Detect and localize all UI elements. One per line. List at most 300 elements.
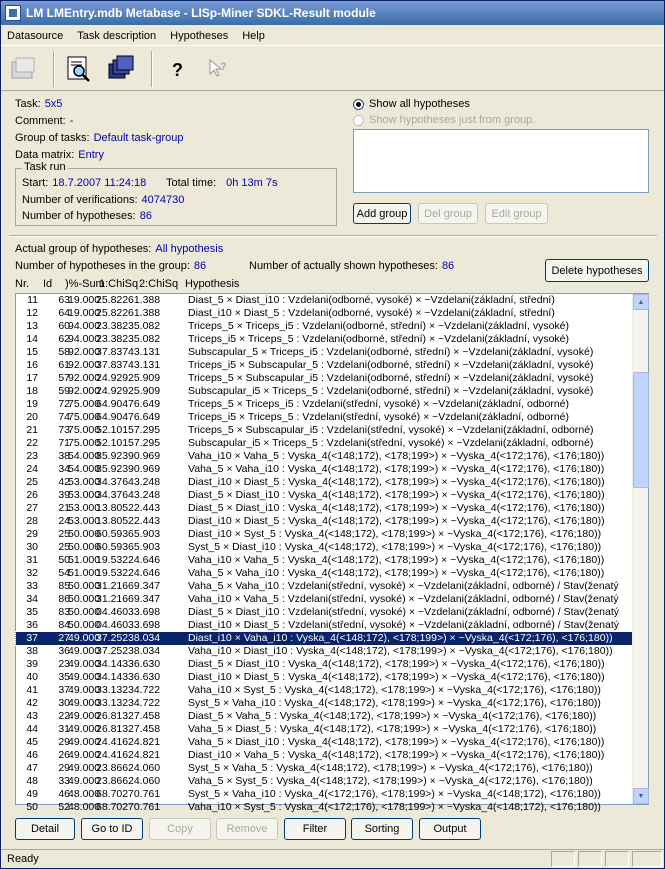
add-group-button[interactable]: Add group <box>353 203 411 224</box>
row-nr: 27 <box>26 502 38 514</box>
row-chisq1: 04.460 <box>96 606 129 618</box>
row-sum: 75.000 <box>68 398 101 410</box>
row-nr: 22 <box>26 437 38 449</box>
show-group-radio <box>353 115 364 126</box>
row-sum: 48.000 <box>68 801 101 813</box>
row-id: 86 <box>58 593 70 605</box>
row-chisq1: 24.416 <box>96 736 129 748</box>
menu-datasource[interactable]: Datasource <box>7 29 64 42</box>
row-nr: 11 <box>27 294 38 306</box>
table-row[interactable] <box>16 619 634 632</box>
row-nr: 24 <box>26 463 38 475</box>
row-id: 30 <box>58 697 70 709</box>
table-row[interactable] <box>16 580 634 593</box>
toolbar-separator <box>53 51 55 87</box>
row-sum: 19.000 <box>68 294 101 306</box>
table-row[interactable] <box>16 476 634 489</box>
row-hypothesis: Diast_i10 × Diast_5 : Vyska_4(<148;172), <178;199>) × ~Vyska_4(<172;176), <176;180)) <box>188 476 605 488</box>
row-chisq2: 35.082 <box>128 320 161 332</box>
row-chisq1: 60.593 <box>96 541 129 553</box>
table-row[interactable] <box>16 528 634 541</box>
row-chisq2: 70.761 <box>128 801 161 813</box>
show-group-option <box>353 114 535 126</box>
row-hypothesis: Vaha_i10 × Vaha_5 : Vzdelani(střední, vysoké) × ~Vzdelani(základní, odborné) / Stav(ženatý <box>188 593 619 605</box>
table-row[interactable] <box>16 515 634 528</box>
row-chisq2: 24.646 <box>128 554 161 566</box>
app-icon <box>5 5 21 21</box>
row-nr: 17 <box>26 372 38 384</box>
col-sum[interactable]: )%-Sum <box>65 278 105 290</box>
row-id: 33 <box>58 775 70 787</box>
row-id: 61 <box>58 359 70 371</box>
row-hypothesis: Vaha_5 × Vaha_i10 : Vyska_4(<148;172), <178;199>) × ~Vyska_4(<172;176), <176;180)) <box>188 567 605 579</box>
row-chisq2: 90.969 <box>128 463 161 475</box>
row-chisq1: 68.702 <box>96 801 129 813</box>
row-chisq2: 25.909 <box>128 372 161 384</box>
row-id: 71 <box>58 437 70 449</box>
row-id: 74 <box>58 411 70 423</box>
row-chisq2: 43.131 <box>128 346 161 358</box>
shown-label: Number of actually shown hypotheses: <box>249 260 438 272</box>
row-nr: 20 <box>26 411 38 423</box>
divider <box>9 235 657 237</box>
status-pane <box>551 851 575 867</box>
toolbar <box>1 47 664 91</box>
pages-button[interactable] <box>103 51 139 87</box>
task-value: 5x5 <box>44 98 63 110</box>
show-all-option[interactable] <box>353 98 470 110</box>
row-hypothesis: Diast_i10 × Syst_5 : Vyska_4(<148;172), <178;199>) × ~Vyska_4(<172;176), <176;180)) <box>188 528 602 540</box>
row-chisq1: 24.416 <box>96 749 129 761</box>
comment-value: - <box>69 115 74 127</box>
row-sum: 53.000 <box>68 476 101 488</box>
row-chisq2: 35.082 <box>128 333 161 345</box>
row-chisq2: 69.347 <box>128 580 161 592</box>
row-id: 25 <box>58 541 70 553</box>
table-row[interactable] <box>16 333 634 346</box>
preview-button[interactable] <box>61 51 97 87</box>
row-hypothesis: Vaha_5 × Vaha_i10 : Vyska_4(<148;172), <178;199>) × ~Vyska_4(<172;176), <176;180)) <box>188 463 605 475</box>
row-sum: 92.000 <box>68 385 101 397</box>
table-row[interactable] <box>16 658 634 671</box>
table-row[interactable] <box>16 762 634 775</box>
total-time-label: Total time: <box>166 177 217 189</box>
row-hypothesis: Diast_5 × Diast_i10 : Vzdelani(střední, vysoké) × ~Vzdelani(základní, odborné) / Stav(ženatý <box>188 606 620 618</box>
row-nr: 50 <box>26 801 38 813</box>
row-sum: 54.000 <box>68 450 101 462</box>
show-group-label: Show hypotheses just from group. <box>369 114 536 126</box>
groups-list[interactable] <box>353 129 649 193</box>
row-chisq1: 23.866 <box>96 775 129 787</box>
svg-text:?: ? <box>220 60 227 73</box>
edit-group-button: Edit group <box>485 203 548 224</box>
table-row[interactable] <box>16 749 634 762</box>
window-title: LM LMEntry.mdb Metabase - LISp-Miner SDKL-Result module <box>26 6 376 20</box>
row-id: 22 <box>58 710 70 722</box>
row-sum: 49.000 <box>68 671 101 683</box>
table-row[interactable] <box>16 489 634 502</box>
menu-task-description[interactable]: Task description <box>77 29 157 42</box>
row-hypothesis: Triceps_5 × Subscapular_i5 : Vzdelani(odborné, střední) × ~Vzdelani(základní, vysoké) <box>188 372 594 384</box>
row-hypothesis: Triceps_5 × Triceps_i5 : Vzdelani(odborné, střední) × ~Vzdelani(základní, vysoké) <box>188 320 570 332</box>
table-row[interactable] <box>16 671 634 684</box>
table-row[interactable] <box>16 567 634 580</box>
row-hypothesis: Vaha_5 × Diast_i10 : Vyska_4(<148;172), <178;199>) × ~Vyska_4(<172;176), <176;180)) <box>188 736 605 748</box>
row-sum: 49.000 <box>68 775 101 787</box>
task-label: Task: <box>15 98 41 110</box>
row-hypothesis: Diast_i10 × Vaha_i10 : Vyska_4(<148;172), <178;199>) × ~Vyska_4(<172;176), <176;180)) <box>188 632 613 644</box>
row-sum: 50.000 <box>68 619 101 631</box>
table-row[interactable] <box>16 554 634 567</box>
row-id: 84 <box>58 619 70 631</box>
row-chisq2: 33.698 <box>128 619 161 631</box>
row-nr: 45 <box>26 736 38 748</box>
row-id: 21 <box>58 502 70 514</box>
filter-button[interactable]: Filter <box>284 818 346 840</box>
table-row[interactable] <box>16 385 634 398</box>
row-hypothesis: Vaha_i10 × Vaha_5 : Vyska_4(<148;172), <178;199>) × ~Vyska_4(<172;176), <176;180)) <box>188 450 605 462</box>
table-row[interactable] <box>16 424 634 437</box>
actual-group-value: All hypothesis <box>155 243 224 255</box>
context-help-button[interactable] <box>201 51 237 87</box>
row-sum: 49.000 <box>68 684 101 696</box>
table-row[interactable] <box>16 450 634 463</box>
in-group-value: 86 <box>193 260 207 272</box>
row-chisq1: 04.460 <box>96 619 129 631</box>
row-chisq1: 37.837 <box>96 359 129 371</box>
question-mark-icon <box>162 54 192 84</box>
row-chisq2: 43.248 <box>128 489 161 501</box>
row-chisq2: 24.060 <box>128 762 161 774</box>
row-hypothesis: Vaha_i10 × Syst_5 : Vyska_4(<172;176), <178;199>) × ~Vyska_4(<148;172), <176;180)) <box>188 801 601 813</box>
scroll-down-arrow[interactable]: ▼ <box>633 788 649 804</box>
row-chisq2: 65.903 <box>128 541 161 553</box>
output-button[interactable]: Output <box>419 818 481 840</box>
matrix-label: Data matrix: <box>15 149 75 161</box>
row-hypothesis: Diast_i10 × Vaha_5 : Vyska_4(<148;172), <178;199>) × ~Vyska_4(<172;176), <176;180)) <box>188 749 605 761</box>
row-chisq1: 25.822 <box>96 307 129 319</box>
row-sum: 75.000 <box>68 411 101 423</box>
row-chisq1: 33.132 <box>96 697 129 709</box>
row-nr: 16 <box>26 359 38 371</box>
row-nr: 13 <box>26 320 38 332</box>
table-row[interactable] <box>16 372 634 385</box>
row-hypothesis: Diast_5 × Diast_i10 : Vyska_4(<148;172), <178;199>) × ~Vyska_4(<172;176), <176;180)) <box>188 489 605 501</box>
row-chisq2: 36.630 <box>128 671 161 683</box>
row-chisq2: 24.821 <box>128 736 161 748</box>
status-pane <box>578 851 602 867</box>
row-nr: 21 <box>26 424 38 436</box>
row-nr: 33 <box>26 580 38 592</box>
row-chisq1: 34.143 <box>96 671 129 683</box>
hypotheses-count-label: Number of hypotheses: <box>22 210 136 222</box>
row-nr: 29 <box>26 528 38 540</box>
table-row[interactable] <box>16 463 634 476</box>
row-hypothesis: Syst_5 × Diast_i10 : Vyska_4(<148;172), <178;199>) × ~Vyska_4(<172;176), <176;180)) <box>188 541 602 553</box>
magnifier-document-icon <box>64 54 94 84</box>
row-chisq1: 13.805 <box>96 502 129 514</box>
status-pane <box>605 851 629 867</box>
row-hypothesis: Vaha_i10 × Vaha_5 : Vyska_4(<148;172), <178;199>) × ~Vyska_4(<172;176), <176;180)) <box>188 554 605 566</box>
table-rows <box>16 294 634 814</box>
col-chisq1[interactable]: 1:ChiSq <box>99 278 139 290</box>
table-row[interactable] <box>16 502 634 515</box>
row-id: 58 <box>58 346 70 358</box>
column-headers <box>15 278 635 292</box>
row-chisq2: 24.646 <box>128 567 161 579</box>
row-sum: 92.000 <box>68 359 101 371</box>
table-row[interactable] <box>16 593 634 606</box>
start-label: Start: <box>22 177 49 189</box>
row-chisq1: 37.837 <box>96 346 129 358</box>
detail-button[interactable]: Detail <box>15 818 75 840</box>
row-id: 50 <box>58 554 70 566</box>
row-chisq1: 23.866 <box>96 762 129 774</box>
row-id: 64 <box>58 307 70 319</box>
task-info <box>15 96 345 164</box>
table-row[interactable] <box>16 346 634 359</box>
row-hypothesis: Triceps_i5 × Triceps_5 : Vzdelani(střední, vysoké) × ~Vzdelani(základní, odborné) <box>188 411 570 423</box>
row-hypothesis: Diast_5 × Diast_i10 : Vyska_4(<148;172), <178;199>) × ~Vyska_4(<172;176), <176;180)) <box>188 502 605 514</box>
row-sum: 49.000 <box>68 658 101 670</box>
menu-bar <box>1 26 664 46</box>
table-row[interactable] <box>16 788 634 801</box>
scroll-up-arrow[interactable]: ▲ <box>633 294 649 310</box>
row-chisq1: 24.929 <box>96 385 129 397</box>
actual-group-summary <box>15 243 223 255</box>
row-id: 38 <box>58 450 70 462</box>
row-id: 24 <box>58 515 70 527</box>
help-button[interactable] <box>159 51 195 87</box>
row-nr: 34 <box>26 593 38 605</box>
row-nr: 46 <box>26 749 38 761</box>
row-chisq1: 26.813 <box>96 723 129 735</box>
row-chisq2: 27.458 <box>128 710 161 722</box>
table-row[interactable] <box>16 775 634 788</box>
row-nr: 37 <box>26 632 38 644</box>
row-chisq2: 38.034 <box>128 645 161 657</box>
task-run-title: Task run <box>24 161 66 173</box>
row-chisq1: 37.252 <box>96 632 129 644</box>
row-sum: 50.000 <box>68 541 101 553</box>
table-row[interactable] <box>16 606 634 619</box>
row-id: 59 <box>58 385 70 397</box>
row-sum: 53.000 <box>68 502 101 514</box>
remove-button: Remove <box>216 818 278 840</box>
row-hypothesis: Subscapular_i5 × Triceps_5 : Vzdelani(střední, vysoké) × ~Vzdelani(základní, odborné) <box>188 437 594 449</box>
open-database-button[interactable] <box>5 51 41 87</box>
show-all-radio[interactable] <box>353 99 364 110</box>
col-nr[interactable]: Nr. <box>15 278 30 290</box>
table-row[interactable] <box>16 645 634 658</box>
row-chisq2: 34.722 <box>128 684 161 696</box>
row-hypothesis: Diast_i10 × Diast_5 : Vyska_4(<148;172), <178;199>) × ~Vyska_4(<172;176), <176;180)) <box>188 515 605 527</box>
sorting-button[interactable]: Sorting <box>351 818 413 840</box>
row-nr: 31 <box>26 554 38 566</box>
row-chisq2: 76.649 <box>128 411 161 423</box>
row-nr: 36 <box>26 619 38 631</box>
group-label: Group of tasks: <box>15 132 90 144</box>
table-row[interactable] <box>16 294 634 307</box>
row-chisq1: 34.143 <box>96 658 129 670</box>
row-sum: 92.000 <box>68 346 101 358</box>
row-id: 34 <box>58 463 70 475</box>
table-row[interactable] <box>16 398 634 411</box>
table-row[interactable] <box>16 723 634 736</box>
row-id: 37 <box>58 684 70 696</box>
row-chisq1: 33.132 <box>96 684 129 696</box>
table-row[interactable] <box>16 710 634 723</box>
table-row[interactable] <box>16 736 634 749</box>
hypotheses-count-value: 86 <box>139 210 152 222</box>
row-chisq2: 34.722 <box>128 697 161 709</box>
row-id: 57 <box>58 372 70 384</box>
row-chisq1: 19.532 <box>96 554 129 566</box>
group-value: Default task-group <box>93 132 184 144</box>
row-nr: 15 <box>26 346 38 358</box>
row-id: 36 <box>58 645 70 657</box>
row-chisq2: 57.295 <box>128 437 161 449</box>
title-bar <box>1 1 664 25</box>
row-chisq1: 52.101 <box>96 424 129 436</box>
row-id: 29 <box>58 736 70 748</box>
row-id: 46 <box>58 788 70 800</box>
row-hypothesis: Syst_5 × Vaha_5 : Vyska_4(<148;172), <178;199>) × ~Vyska_4(<172;176), <176;180)) <box>188 762 593 774</box>
row-sum: 50.000 <box>68 606 101 618</box>
row-id: 35 <box>58 671 70 683</box>
row-hypothesis: Subscapular_i5 × Triceps_5 : Vzdelani(odborné, střední) × ~Vzdelani(základní, vysoké) <box>188 385 594 397</box>
menu-hypotheses[interactable]: Hypotheses <box>170 29 229 42</box>
row-nr: 38 <box>26 645 38 657</box>
row-chisq2: 22.443 <box>128 515 161 527</box>
table-row[interactable] <box>16 307 634 320</box>
row-hypothesis: Diast_5 × Diast_i10 : Vyska_4(<148;172), <178;199>) × ~Vyska_4(<172;176), <176;180)) <box>188 658 605 670</box>
row-nr: 49 <box>26 788 38 800</box>
row-sum: 48.000 <box>68 788 101 800</box>
row-chisq1: 52.101 <box>96 437 129 449</box>
table-row[interactable] <box>16 684 634 697</box>
row-chisq2: 24.060 <box>128 775 161 787</box>
table-row[interactable] <box>16 359 634 372</box>
row-id: 62 <box>58 333 70 345</box>
row-chisq2: 25.909 <box>128 385 161 397</box>
row-id: 72 <box>58 398 70 410</box>
row-id: 83 <box>58 606 70 618</box>
scroll-thumb[interactable] <box>633 372 649 488</box>
table-row[interactable] <box>16 801 634 814</box>
row-sum: 49.000 <box>68 736 101 748</box>
row-sum: 94.000 <box>68 320 101 332</box>
row-nr: 14 <box>26 333 38 345</box>
row-hypothesis: Vaha_i10 × Diast_i10 : Vyska_4(<148;172), <178;199>) × ~Vyska_4(<172;176), <176;180)) <box>188 645 613 657</box>
svg-text:?: ? <box>172 59 183 80</box>
go-to-id-button[interactable]: Go to ID <box>81 818 143 840</box>
row-sum: 19.000 <box>68 307 101 319</box>
row-hypothesis: Syst_5 × Vaha_i10 : Vyska_4(<148;172), <178;199>) × ~Vyska_4(<172;176), <176;180)) <box>188 697 601 709</box>
row-hypothesis: Diast_5 × Diast_i10 : Vzdelani(odborné, vysoké) × ~Vzdelani(základní, střední) <box>188 294 555 306</box>
row-nr: 25 <box>26 476 38 488</box>
row-hypothesis: Subscapular_5 × Triceps_i5 : Vzdelani(odborné, střední) × ~Vzdelani(základní, vysoké) <box>188 346 594 358</box>
row-nr: 39 <box>26 658 38 670</box>
row-sum: 53.000 <box>68 515 101 527</box>
actual-group-label: Actual group of hypotheses: <box>15 243 152 255</box>
row-nr: 40 <box>26 671 38 683</box>
row-nr: 41 <box>26 684 38 696</box>
database-icon <box>8 54 38 84</box>
show-all-label: Show all hypotheses <box>369 98 470 110</box>
shown-value: 86 <box>441 260 455 272</box>
row-chisq1: 85.923 <box>96 450 129 462</box>
row-chisq2: 27.458 <box>128 723 161 735</box>
row-hypothesis: Triceps_i5 × Subscapular_5 : Vzdelani(odborné, střední) × ~Vzdelani(základní, vysoké) <box>188 359 594 371</box>
row-sum: 94.000 <box>68 333 101 345</box>
col-chisq2[interactable]: 2:ChiSq <box>139 278 179 290</box>
row-chisq2: 57.295 <box>128 424 161 436</box>
table-row[interactable] <box>16 437 634 450</box>
table-row[interactable] <box>16 541 634 554</box>
delete-hypotheses-button[interactable]: Delete hypotheses <box>545 259 649 282</box>
total-time-value: 0h 13m 7s <box>226 177 278 189</box>
table-row[interactable] <box>16 320 634 333</box>
row-hypothesis: Vaha_5 × Diast_5 : Vyska_4(<148;172), <178;199>) × ~Vyska_4(<172;176), <176;180)) <box>188 723 597 735</box>
row-hypothesis: Vaha_5 × Vaha_i10 : Vzdelani(střední, vysoké) × ~Vzdelani(základní, odborné) / Stav(ženatý <box>188 580 619 592</box>
row-id: 73 <box>58 424 70 436</box>
row-id: 26 <box>58 749 70 761</box>
row-id: 31 <box>58 723 70 735</box>
table-row[interactable] <box>16 411 634 424</box>
row-nr: 47 <box>26 762 38 774</box>
row-id: 85 <box>58 580 70 592</box>
row-chisq1: 31.216 <box>96 593 129 605</box>
row-id: 39 <box>58 489 70 501</box>
row-chisq2: 36.630 <box>128 658 161 670</box>
toolbar-separator <box>151 51 153 87</box>
row-sum: 75.000 <box>68 437 101 449</box>
table-row[interactable] <box>16 697 634 710</box>
col-id[interactable]: Id <box>43 278 53 290</box>
row-hypothesis: Syst_5 × Vaha_i10 : Vyska_4(<172;176), <178;199>) × ~Vyska_4(<148;172), <176;180)) <box>188 788 601 800</box>
row-sum: 50.000 <box>68 580 101 592</box>
row-hypothesis: Triceps_i5 × Triceps_5 : Vzdelani(odborné, střední) × ~Vzdelani(základní, vysoké) <box>188 333 570 345</box>
row-chisq2: 43.248 <box>128 476 161 488</box>
row-sum: 49.000 <box>68 749 101 761</box>
copy-button: Copy <box>149 818 211 840</box>
row-sum: 50.000 <box>68 528 101 540</box>
row-chisq1: 25.822 <box>96 294 129 306</box>
row-chisq2: 38.034 <box>128 632 161 644</box>
row-sum: 49.000 <box>68 645 101 657</box>
row-id: 27 <box>58 632 70 644</box>
matrix-value: Entry <box>78 149 104 161</box>
col-hypothesis[interactable]: Hypothesis <box>185 278 240 290</box>
row-sum: 75.000 <box>68 424 101 436</box>
row-id: 54 <box>58 567 70 579</box>
row-chisq2: 70.761 <box>128 788 161 800</box>
del-group-button: Del group <box>418 203 478 224</box>
row-chisq1: 23.382 <box>96 333 129 345</box>
row-sum: 49.000 <box>68 710 101 722</box>
row-nr: 32 <box>26 567 38 579</box>
row-hypothesis: Diast_i10 × Diast_5 : Vyska_4(<148;172), <178;199>) × ~Vyska_4(<172;176), <176;180)) <box>188 671 605 683</box>
menu-help[interactable]: Help <box>242 29 265 42</box>
row-chisq1: 64.904 <box>96 398 129 410</box>
comment-label: Comment: <box>15 115 66 127</box>
row-nr: 43 <box>26 710 38 722</box>
row-sum: 51.000 <box>68 554 101 566</box>
row-chisq1: 34.376 <box>96 476 129 488</box>
vertical-scrollbar[interactable] <box>632 294 648 804</box>
table-row[interactable] <box>16 632 634 645</box>
